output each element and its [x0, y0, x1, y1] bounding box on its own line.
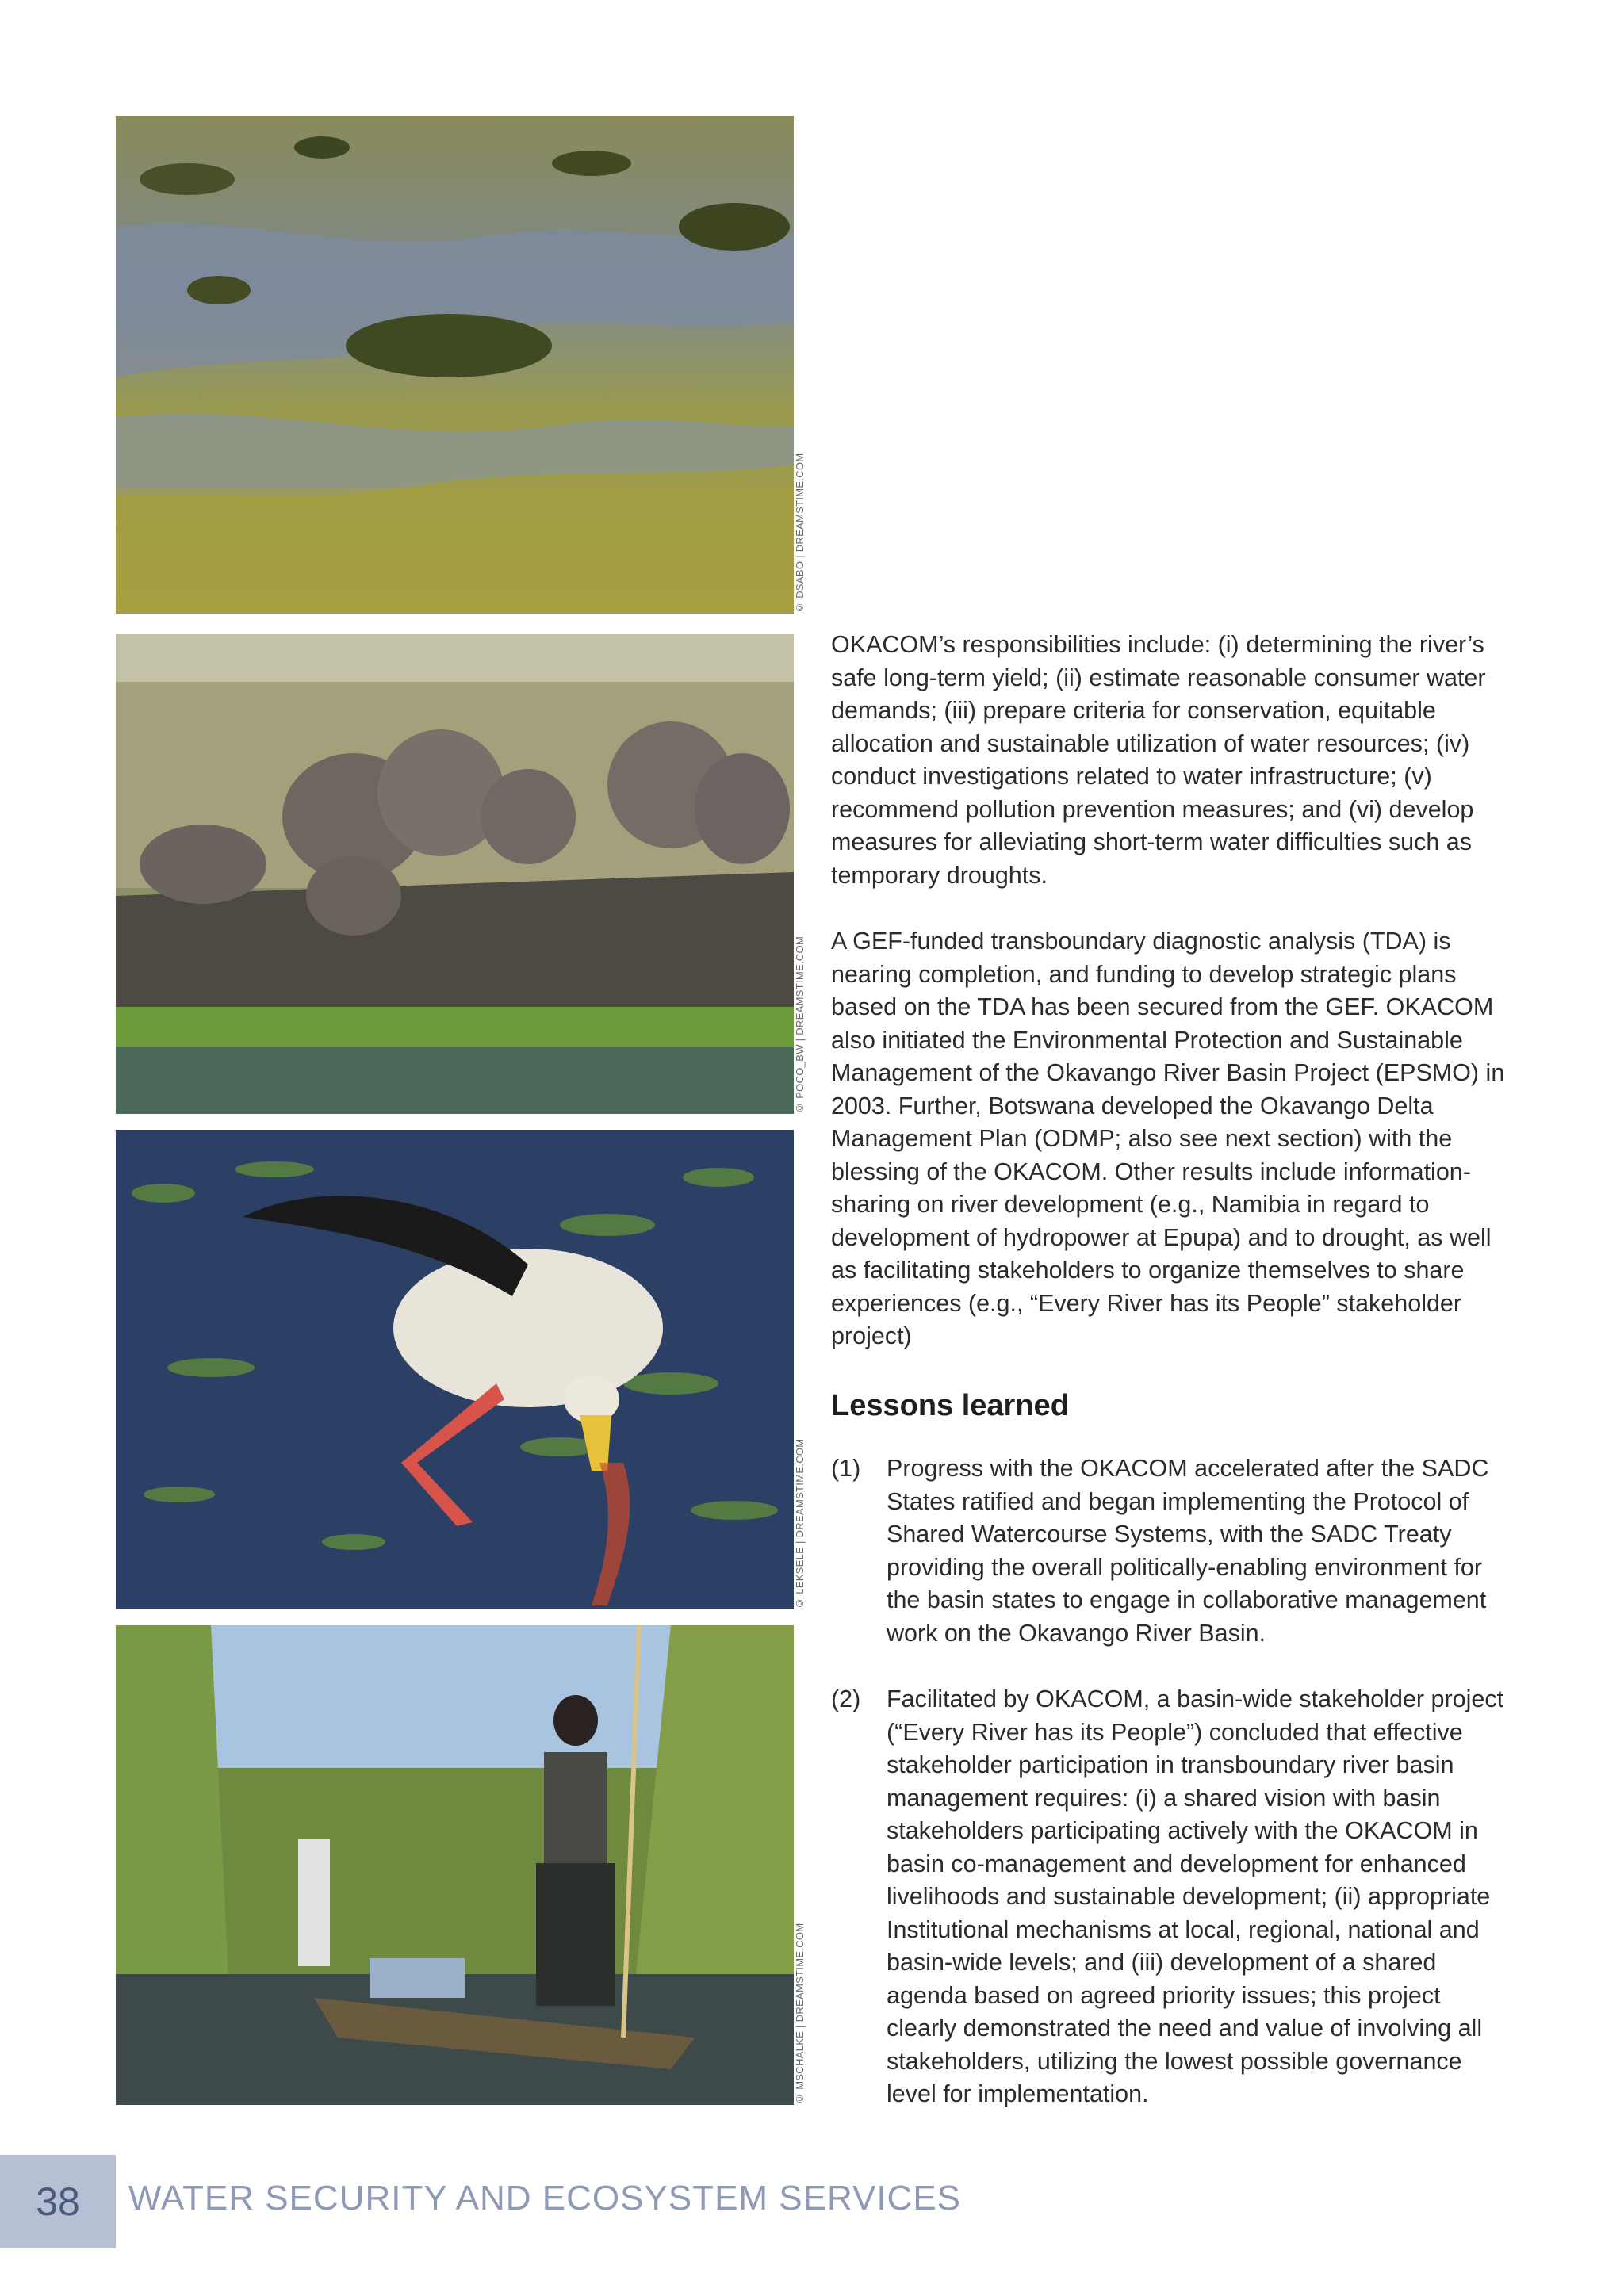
paragraph-gef-tda: A GEF-funded transboundary diagnostic analysis (TDA) is nearing completion, and funding to develop strategic plans based on the TDA has been secured from the GEF. OKACOM also initiated the Environmental Protection and Sustainable Management of the Okavango River Basin Project (EPSMO) in 2003. Further, Botswana developed the Okavango Delta Management Plan (ODMP; also see next section) with the blessing of the OKACOM. Other results include information-sharing on river development (e.g., Namibia in regard to development of hydropower at Epupa) and to drought, as well as facilitating stakeholders to organize themselves to share experiences (e.g., “Every River has its People” stakeholder project): [831, 928, 1505, 1349]
list-item-number: (1): [831, 1455, 861, 1482]
section-heading: Lessons learned: [831, 1389, 1069, 1422]
photo-credit: © LEKSELE | DREAMSTIME.COM: [794, 1438, 806, 1609]
body-text: [831, 629, 1513, 892]
photo-credit: © MSCHALKE | DREAMSTIME.COM: [794, 1923, 806, 2105]
photo-credit: © DSABO | DREAMSTIME.COM: [794, 453, 806, 614]
list-item-text: Progress with the OKACOM accelerated after the SADC States ratified and began implementing the Protocol of Shared Watercourse Systems, with the SADC Treaty providing the overall politically-enabling environment for the basin states to engage in collaborative management work on the Okavango River Basin.: [887, 1455, 1489, 1647]
list-item: [831, 1452, 1513, 1650]
page-number: 38: [36, 2179, 80, 2224]
photo-stork-wading: [116, 1130, 794, 1609]
photo-credit: © POCO_BW | DREAMSTIME.COM: [794, 936, 806, 1114]
paragraph-responsibilities: OKACOM’s responsibilities include: (i) determining the river’s safe long-term yield; (ii) estimate reasonable consumer water demands; (iii) prepare criteria for conservation, equitable allocation and sustainable utilization of water resources; (iv) conduct investigations related to water infrastructure; (v) recommend pollution prevention measures; and (vi) develop measures for alleviating short-term water difficulties such as temporary droughts.: [831, 631, 1486, 889]
running-footer-title: WATER SECURITY AND ECOSYSTEM SERVICES: [128, 2179, 962, 2218]
list-item: [831, 1683, 1513, 2111]
list-item-number: (2): [831, 1686, 861, 1712]
body-text: [831, 925, 1513, 1353]
list-item-text: Facilitated by OKACOM, a basin-wide stakeholder project (“Every River has its People”) concluded that effective stakeholder participation in transboundary river basin management requires: (i) a shared vision with basin stakeholders participating actively with the OKACOM in basin co-management and development for enhanced livelihoods and sustainable development; (ii) appropriate Institutional mechanisms at local, regional, national and basin-wide levels; and (iii) development of a shared agenda based on agreed priority issues; this project clearly demonstrated the need and value of involving all stakeholders, utilizing the lowest possible governance level for implementation.: [887, 1686, 1504, 2107]
photo-mokoro-canoe: [116, 1625, 794, 2105]
photo-elephants-at-water: [116, 634, 794, 1114]
photo-okavango-delta-aerial: [116, 116, 794, 614]
